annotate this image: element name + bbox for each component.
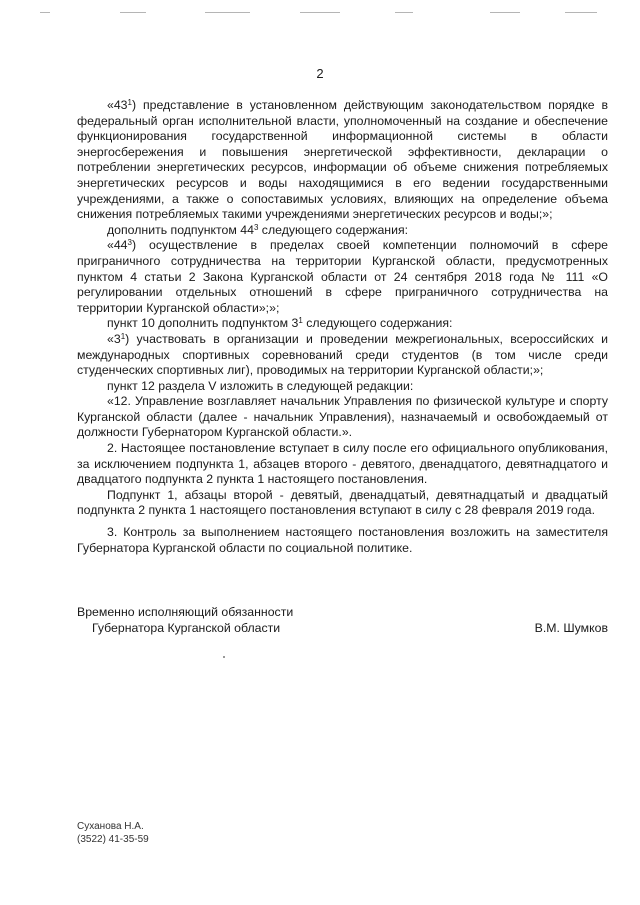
author-phone: (3522) 41-35-59 <box>77 834 149 845</box>
author-name: Суханова Н.А. <box>77 821 144 832</box>
scan-speck <box>120 12 146 13</box>
page-number: 2 <box>316 66 324 81</box>
text: «43 <box>107 98 128 112</box>
paragraph-12-text: «12. Управление возглавляет начальник Управления по физической культуре и спорту Курганской области (далее - начальник Управления), назначаемый и освобождаемый от должности Губернатором Курганской области.». <box>77 394 608 440</box>
scan-speck <box>565 12 597 13</box>
signature-block <box>77 604 608 636</box>
paragraph-point-10 <box>77 316 608 332</box>
signatory-title-line1: Временно исполняющий обязанности <box>77 605 294 619</box>
text: ) участвовать в организации и проведении межрегиональных, всероссийских и международных спортивных соревнований среди студентов (в том числе среди студенческих спортивных лиг), проводимых на территории Курганской области;»; <box>77 331 608 378</box>
document-body <box>77 98 608 556</box>
text: пункт 10 дополнить подпунктом 3 <box>107 316 299 331</box>
superscript: 1 <box>120 331 126 341</box>
text: «44 <box>107 238 128 253</box>
text: ) осуществление в пределах своей компетенции полномочий в сфере приграничного сотрудничества на территории Курганской области, предусмотренных пунктом 4 статьи 2 Закона Курганской области от 24 сентября 2018 года № 111 «О регулировании отдельных отношений в сфере приграничного сотрудничества на территории Курганской области»;»; <box>77 238 608 315</box>
text: следующего содержания: <box>302 316 453 331</box>
paragraph-2-cont: Подпункт 1, абзацы второй - девятый, двенадцатый, девятнадцатый и двадцатый подпункта 2 пункта 1 настоящего постановления вступают в силу с 28 февраля 2019 года. <box>77 487 608 518</box>
paragraph-44-3 <box>77 238 608 316</box>
paragraph-add-44 <box>77 223 608 239</box>
signatory-title-line2: Губернатора Курганской области <box>92 621 281 635</box>
scan-speck <box>40 12 50 13</box>
scan-speck <box>223 656 225 658</box>
scan-speck <box>205 12 250 13</box>
paragraph-43-1 <box>77 98 608 223</box>
scan-speck <box>395 12 413 13</box>
text: следующего содержания: <box>258 222 409 237</box>
contact-block <box>77 820 149 846</box>
text: ) представление в установленном действующим законодательством порядке в федеральный орган исполнительной власти, уполномоченный на создание и обеспечение функционирования государственной информационной системы в области энергосбережения и повышения энергетической эффективности, декларации о потреблении энергетических ресурсов, информации об объеме снижения потребляемых энергетических ресурсов и воды находящимися в его ведении государственными учреждениями, а также о сопоставимых условиях, влияющих на определение объема снижения потребляемых такими учреждениями энергетических ресурсов и воды;»; <box>77 98 608 222</box>
superscript: 1 <box>127 98 132 107</box>
paragraph-point-12: пункт 12 раздела V изложить в следующей редакции: <box>107 378 414 393</box>
text: дополнить подпунктом 44 <box>107 222 254 237</box>
paragraph-3: 3. Контроль за выполнением настоящего постановления возложить на заместителя Губернатора Курганской области по социальной политике. <box>77 525 608 555</box>
superscript: 3 <box>127 238 132 248</box>
superscript: 1 <box>298 316 303 326</box>
scan-speck <box>490 12 520 13</box>
text: «3 <box>107 331 121 346</box>
signatory-name: В.М. Шумков <box>534 621 608 635</box>
scan-artifacts <box>0 12 640 16</box>
scan-speck <box>300 12 340 13</box>
paragraph-3-1 <box>77 332 608 379</box>
paragraph-2: 2. Настоящее постановление вступает в силу после его официального опубликования, за исключением подпункта 1, абзацев второго - девятого, двенадцатого, девятнадцатого и двадцатого подпункта 2 пункта 1 настоящего постановления. <box>77 441 608 487</box>
superscript: 3 <box>253 222 259 232</box>
